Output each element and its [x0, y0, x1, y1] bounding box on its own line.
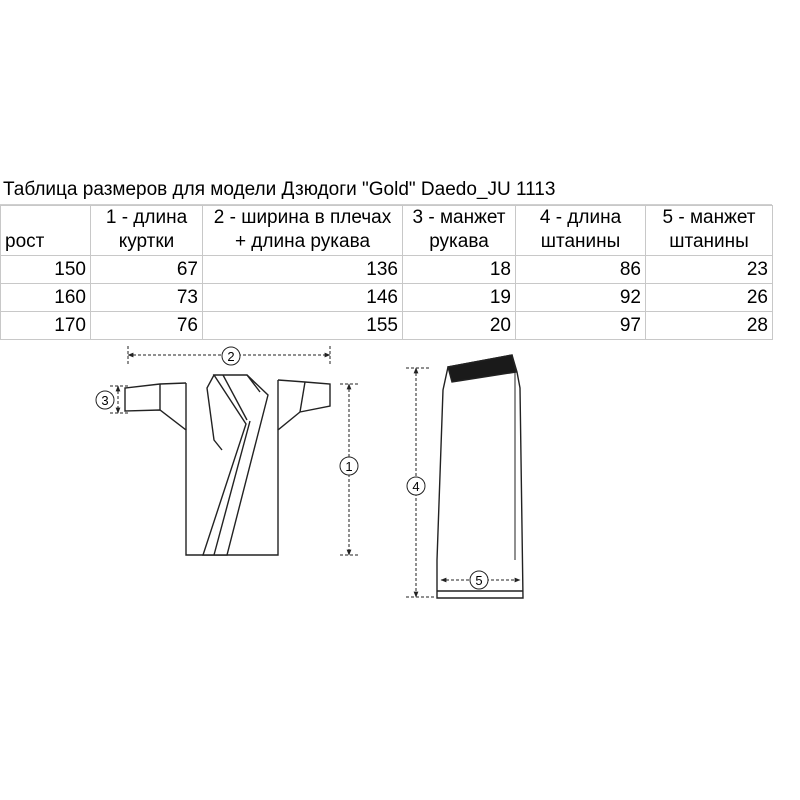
table-cell: 23: [646, 256, 773, 284]
table-cell: 20: [403, 312, 516, 340]
marker-4: [407, 477, 425, 495]
table-cell: 86: [516, 256, 646, 284]
table-cell: 92: [516, 284, 646, 312]
svg-text:1: 1: [345, 459, 353, 474]
svg-text:5: 5: [475, 573, 483, 588]
header-jacket-length: 1 - длина куртки: [91, 206, 203, 256]
table-cell: 28: [646, 312, 773, 340]
table-header-row: [1, 206, 773, 256]
table-title: Таблица размеров для модели Дзюдоги "Gold" Daedo_JU 1113: [0, 175, 772, 205]
header-shoulder-sleeve: 2 - ширина в плечах + длина рукава: [203, 206, 403, 256]
table-cell: 136: [203, 256, 403, 284]
marker-1: [340, 457, 358, 475]
table-cell: 19: [403, 284, 516, 312]
table-cell: 155: [203, 312, 403, 340]
table-cell: 76: [91, 312, 203, 340]
svg-text:2: 2: [227, 349, 235, 364]
table-cell: 150: [1, 256, 91, 284]
jacket-drawing: [125, 375, 330, 555]
pants-drawing: [437, 355, 523, 598]
svg-text:4: 4: [412, 479, 420, 494]
size-table: [0, 205, 773, 340]
table-cell: 26: [646, 284, 773, 312]
table-cell: 146: [203, 284, 403, 312]
header-sleeve-cuff: 3 - манжет рукава: [403, 206, 516, 256]
table-cell: 67: [91, 256, 203, 284]
table-cell: 170: [1, 312, 91, 340]
header-leg-length: 4 - длина штанины: [516, 206, 646, 256]
table-cell: 73: [91, 284, 203, 312]
table-row: [1, 284, 773, 312]
header-height: рост: [1, 206, 91, 256]
table-cell: 97: [516, 312, 646, 340]
marker-3: [96, 391, 114, 409]
table-cell: 18: [403, 256, 516, 284]
garment-diagram: [0, 330, 800, 620]
table-row: [1, 256, 773, 284]
marker-2: [222, 347, 240, 365]
header-leg-cuff: 5 - манжет штанины: [646, 206, 773, 256]
marker-5: [470, 571, 488, 589]
table-cell: 160: [1, 284, 91, 312]
svg-text:3: 3: [101, 393, 109, 408]
